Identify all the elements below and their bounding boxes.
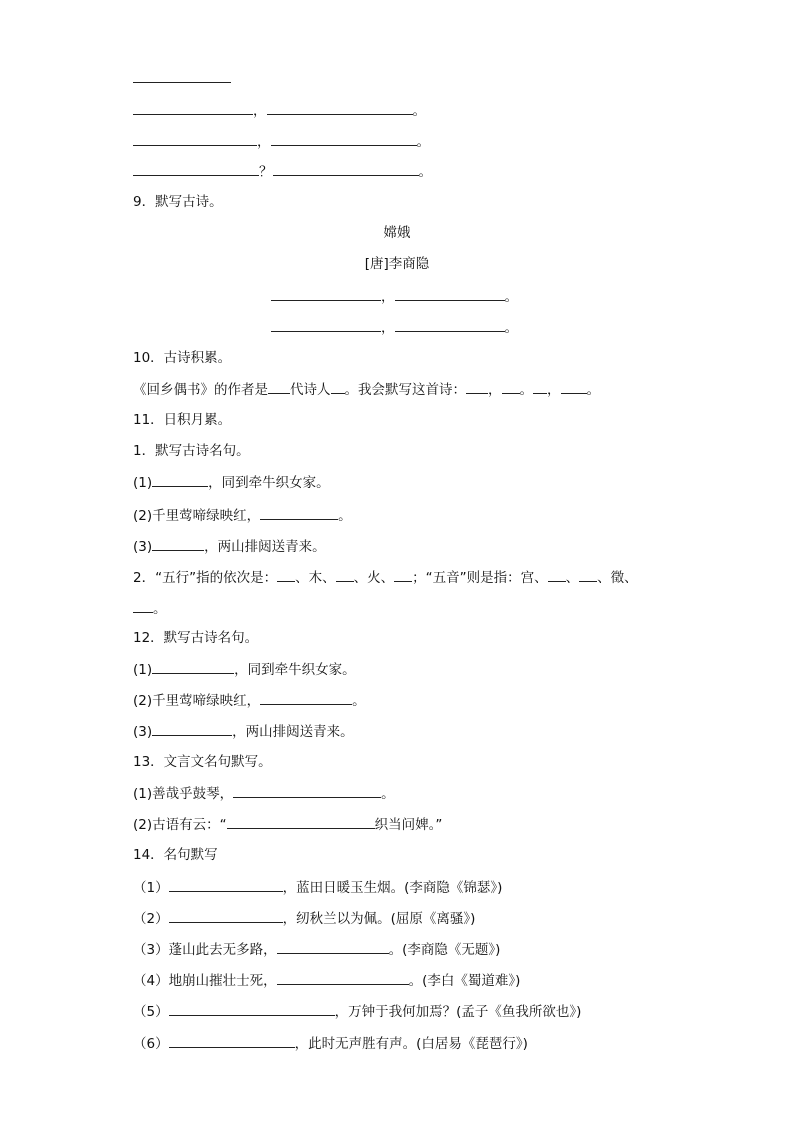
text: 织当问婢。”: [374, 817, 443, 833]
answer-blank[interactable]: [277, 939, 389, 954]
answer-blank[interactable]: [394, 567, 412, 582]
answer-blank[interactable]: [273, 161, 419, 176]
question-12-1: [133, 659, 356, 680]
question-10-body: [133, 379, 600, 400]
answer-blank[interactable]: [271, 317, 381, 332]
text: 、徵、: [597, 570, 638, 586]
comma: ，: [381, 320, 395, 336]
question-11-2: [133, 567, 638, 588]
answer-blank[interactable]: [133, 161, 259, 176]
question-11-2-cont: [133, 598, 167, 619]
answer-blank[interactable]: [331, 379, 345, 394]
question-14-4: [133, 970, 520, 991]
text: (1): [133, 662, 153, 678]
question-9-heading: 9．默写古诗。: [133, 194, 223, 210]
question-13-heading: 13．文言文名句默写。: [133, 754, 272, 770]
answer-blank[interactable]: [267, 100, 413, 115]
comma: ，: [381, 289, 395, 305]
text: 、木、: [295, 570, 336, 586]
text: 。: [586, 382, 600, 398]
question-14-3: [133, 939, 500, 960]
answer-blank[interactable]: [260, 505, 338, 520]
question-11-heading: 11．日积月累。: [133, 412, 232, 428]
text: 。: [338, 508, 352, 524]
text: (2)千里莺啼绿映红，: [133, 508, 261, 524]
answer-blank[interactable]: [133, 598, 153, 613]
question-14-2: [133, 908, 475, 929]
text: (2)千里莺啼绿映红，: [133, 693, 261, 709]
text: ，纫秋兰以为佩。(屈原《离骚》): [282, 911, 476, 927]
text: ，蓝田日暖玉生烟。(李商隐《锦瑟》): [282, 880, 503, 896]
answer-blank[interactable]: [233, 783, 381, 798]
text: ，同到牵牛织女家。: [234, 662, 356, 678]
text: ，两山排闼送青来。: [232, 724, 354, 740]
text: 。: [352, 693, 366, 709]
text: (3): [133, 724, 153, 740]
text: ，: [488, 382, 502, 398]
text: （4）地崩山摧壮士死，: [133, 973, 277, 989]
question-mark: ？: [259, 164, 273, 180]
answer-blank[interactable]: [169, 908, 283, 923]
text: 《回乡偶书》的作者是: [133, 382, 268, 398]
answer-line-2: [133, 131, 430, 152]
question-10-heading: 10．古诗积累。: [133, 350, 232, 366]
answer-blank[interactable]: [133, 131, 257, 146]
answer-blank[interactable]: [395, 286, 505, 301]
text: 。: [153, 601, 167, 617]
text: 。(李商隐《无题》): [388, 942, 501, 958]
answer-blank[interactable]: [152, 472, 208, 487]
text: (2)古语有云：“: [133, 817, 227, 833]
text: 。: [381, 786, 395, 802]
text: 。(李白《蜀道难》): [408, 973, 521, 989]
answer-blank[interactable]: [466, 379, 488, 394]
answer-blank[interactable]: [548, 567, 566, 582]
answer-blank[interactable]: [169, 1001, 335, 1016]
answer-blank[interactable]: [169, 877, 283, 892]
text: 。我会默写这首诗：: [344, 382, 466, 398]
text: ，两山排闼送青来。: [204, 539, 326, 555]
answer-line-1: [133, 100, 426, 121]
answer-blank[interactable]: [152, 536, 204, 551]
text: （5）: [133, 1004, 169, 1020]
answer-blank[interactable]: [260, 690, 352, 705]
period: 。: [418, 164, 432, 180]
poem-author: [唐]李商隐: [364, 256, 430, 272]
answer-blank[interactable]: [277, 970, 409, 985]
text: （6）: [133, 1036, 169, 1052]
answer-blank[interactable]: [271, 131, 417, 146]
answer-blank[interactable]: [152, 659, 234, 674]
text: (1)善哉乎鼓琴，: [133, 786, 234, 802]
question-11-sub1: 1．默写古诗名句。: [133, 443, 250, 459]
poem-line-1: [271, 286, 518, 307]
poem-line-2: [271, 317, 518, 338]
answer-blank[interactable]: [561, 379, 587, 394]
answer-blank[interactable]: [133, 68, 231, 83]
period: 。: [412, 103, 426, 119]
period: 。: [504, 289, 518, 305]
question-11-1-1: [133, 472, 330, 493]
question-12-heading: 12．默写古诗名句。: [133, 630, 259, 646]
text: 2．“五行”指的依次是：: [133, 570, 278, 586]
answer-line-top[interactable]: [133, 68, 231, 89]
answer-blank[interactable]: [271, 286, 381, 301]
poem-title: 嫦娥: [383, 225, 411, 241]
question-14-1: [133, 877, 502, 898]
text: 、火、: [353, 570, 395, 586]
text: (3): [133, 539, 153, 555]
answer-blank[interactable]: [502, 379, 520, 394]
answer-blank[interactable]: [169, 1033, 295, 1048]
answer-blank[interactable]: [152, 721, 232, 736]
text: 代诗人: [290, 382, 331, 398]
text: （2）: [133, 911, 169, 927]
answer-blank[interactable]: [133, 100, 253, 115]
question-13-1: [133, 783, 395, 804]
text: ；“五音”则是指：宫、: [412, 570, 548, 586]
text: ，万钟于我何加焉？(孟子《鱼我所欲也》): [334, 1004, 582, 1020]
answer-blank[interactable]: [336, 567, 354, 582]
question-11-1-2: [133, 505, 352, 526]
question-12-3: [133, 721, 354, 742]
answer-blank[interactable]: [268, 379, 290, 394]
question-11-1-3: [133, 536, 326, 557]
question-14-heading: 14．名句默写: [133, 847, 218, 863]
answer-blank[interactable]: [277, 567, 295, 582]
period: 。: [416, 134, 430, 150]
text: （3）蓬山此去无多路，: [133, 942, 277, 958]
comma: ，: [253, 103, 267, 119]
answer-blank[interactable]: [579, 567, 597, 582]
text: 、: [565, 570, 580, 586]
text: ，: [547, 382, 561, 398]
text: (1): [133, 475, 153, 491]
question-13-2: [133, 814, 442, 835]
answer-line-3: [133, 161, 432, 182]
question-12-2: [133, 690, 366, 711]
answer-blank[interactable]: [395, 317, 505, 332]
text: 。: [519, 382, 533, 398]
text: ，此时无声胜有声。(白居易《琵琶行》): [294, 1036, 528, 1052]
question-14-5: [133, 1001, 581, 1022]
text: （1）: [133, 880, 169, 896]
answer-blank[interactable]: [533, 379, 547, 394]
question-14-6: [133, 1033, 528, 1054]
text: ，同到牵牛织女家。: [208, 475, 330, 491]
period: 。: [504, 320, 518, 336]
comma: ，: [257, 134, 271, 150]
answer-blank[interactable]: [227, 814, 375, 829]
